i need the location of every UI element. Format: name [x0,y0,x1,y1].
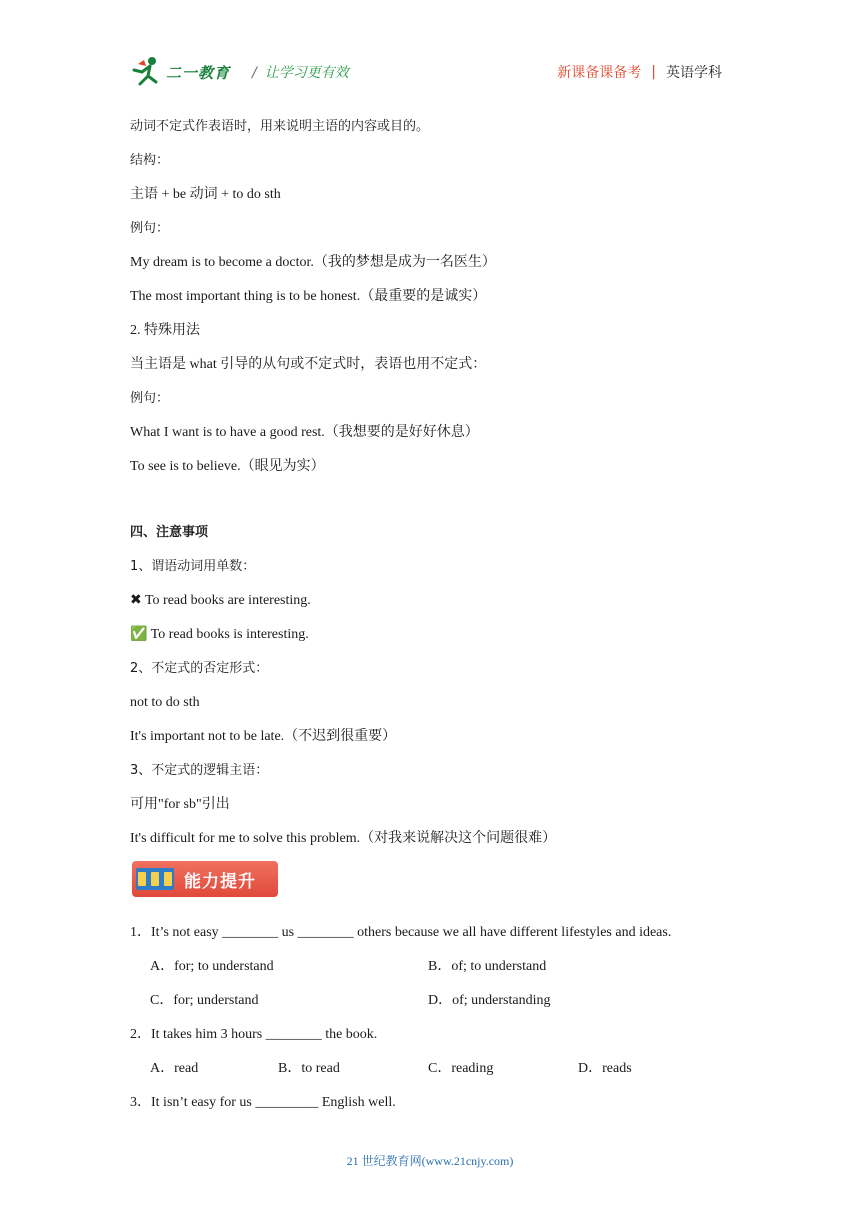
text-line: 例句： [130,221,170,236]
header-separator: | [651,64,656,80]
students-icon [136,868,174,890]
section-badge [132,861,278,897]
option-d: D．of; understanding [428,993,551,1008]
note-line: 3、不定式的逻辑主语： [130,763,269,778]
section-title: 四、注意事项 [130,525,209,540]
text-line: The most important thing is to be honest.（最重要的是诚实） [130,289,487,304]
note-line: 可用"for sb"引出 [130,797,230,812]
page-footer: 21 世纪教育网(www.21cnjy.com) [346,1154,514,1168]
option-b: B．to read [278,1061,340,1076]
note-line: ✖ To read books are interesting. [130,593,311,608]
note-line: It's difficult for me to solve this problem.（对我来说解决这个问题很难） [130,831,557,846]
note-line: It's important not to be late.（不迟到很重要） [130,729,397,744]
slogan-text: 让学习更有效 [264,65,349,81]
question-options [130,1052,750,1086]
text-line: 例句： [130,391,170,406]
text-line: 动词不定式作表语时，用来说明主语的内容或目的。 [130,119,430,134]
note-line: not to do sth [130,695,200,710]
option-c: C．for; understand [150,993,259,1008]
text-line: 主语 + be 动词 + to do sth [130,187,281,202]
note-line: 2、不定式的否定形式： [130,661,269,676]
option-a: A．for; to understand [150,959,274,974]
text-line: What I want is to have a good rest.（我想要的是好好休息） [130,425,479,440]
header-subject [557,62,722,82]
note-line: 1、谓语动词用单数： [130,559,256,574]
text-line: 结构： [130,153,170,168]
question-options [130,984,750,1018]
question-stem: 2．It takes him 3 hours ________ the book. [130,1027,378,1042]
header-course: 新课备课备考 [557,65,642,81]
option-d: D．reads [578,1061,632,1076]
option-b: B．of; to understand [428,959,547,974]
slogan-slash: / [252,65,257,81]
document-body [130,110,730,856]
text-line: To see is to believe.（眼见为实） [130,459,325,474]
exercise-list [130,916,750,1120]
badge-label: 能力提升 [184,871,256,892]
text-line: My dream is to become a doctor.（我的梦想是成为一名医生） [130,255,496,270]
option-a: A．read [150,1061,199,1076]
question-options [130,950,750,984]
note-line: ✅ To read books is interesting. [130,627,309,642]
logo [130,56,230,88]
slogan [252,62,349,82]
runner-logo-icon [130,56,164,88]
logo-text: 二一教育 [166,63,231,82]
header-subject-name: 英语学科 [666,65,722,81]
text-line: 2. 特殊用法 [130,323,200,338]
text-line: 当主语是 what 引导的从句或不定式时，表语也用不定式： [130,357,487,372]
option-c: C．reading [428,1061,494,1076]
question-stem: 3．It isn’t easy for us _________ English well. [130,1095,396,1110]
question-stem: 1．It’s not easy ________ us ________ others because we all have different lifestyles and ideas. [130,925,672,940]
page-header [0,0,860,100]
